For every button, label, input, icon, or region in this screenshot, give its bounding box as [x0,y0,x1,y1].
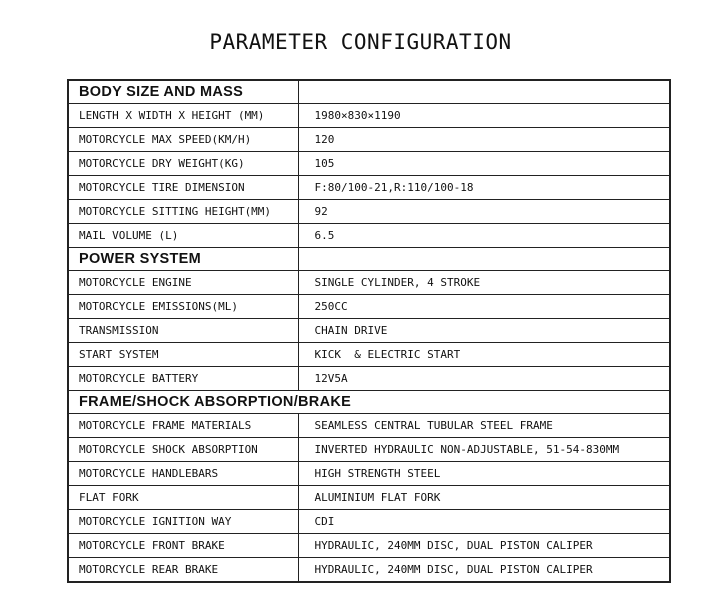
table-row [68,128,670,152]
row-value: SEAMLESS CENTRAL TUBULAR STEEL FRAME [298,414,670,438]
row-value: ALUMINIUM FLAT FORK [298,486,670,510]
row-label: MOTORCYCLE SITTING HEIGHT(MM) [68,200,298,224]
table-row [68,510,670,534]
table-row [68,462,670,486]
row-value: 6.5 [298,224,670,248]
row-value: 120 [298,128,670,152]
row-value: CHAIN DRIVE [298,319,670,343]
row-value: CDI [298,510,670,534]
table-row [68,152,670,176]
row-label: MOTORCYCLE TIRE DIMENSION [68,176,298,200]
row-label: MAIL VOLUME (L) [68,224,298,248]
row-label: MOTORCYCLE ENGINE [68,271,298,295]
row-label: MOTORCYCLE EMISSIONS(ML) [68,295,298,319]
row-label: MOTORCYCLE HANDLEBARS [68,462,298,486]
table-row [68,414,670,438]
section-header [68,248,670,271]
row-value: 250CC [298,295,670,319]
table-row [68,176,670,200]
section-heading: FRAME/SHOCK ABSORPTION/BRAKE [68,391,670,414]
row-label: MOTORCYCLE IGNITION WAY [68,510,298,534]
table-row [68,271,670,295]
table-row [68,104,670,128]
row-value: 105 [298,152,670,176]
table-row [68,558,670,583]
row-label: MOTORCYCLE FRAME MATERIALS [68,414,298,438]
table-row [68,438,670,462]
section-header [68,80,670,104]
row-value: HYDRAULIC, 240MM DISC, DUAL PISTON CALIPER [298,534,670,558]
section-heading-blank [298,80,670,104]
row-value: SINGLE CYLINDER, 4 STROKE [298,271,670,295]
row-value: HIGH STRENGTH STEEL [298,462,670,486]
table-row [68,343,670,367]
row-label: START SYSTEM [68,343,298,367]
row-value: F:80/100-21,R:110/100-18 [298,176,670,200]
row-label: MOTORCYCLE DRY WEIGHT(KG) [68,152,298,176]
row-label: LENGTH X WIDTH X HEIGHT (MM) [68,104,298,128]
row-value: KICK & ELECTRIC START [298,343,670,367]
table-row [68,367,670,391]
row-label: TRANSMISSION [68,319,298,343]
table-row [68,319,670,343]
section-heading-blank [298,248,670,271]
row-label: MOTORCYCLE BATTERY [68,367,298,391]
table-row [68,295,670,319]
row-label: MOTORCYCLE FRONT BRAKE [68,534,298,558]
table-row [68,200,670,224]
row-label: MOTORCYCLE REAR BRAKE [68,558,298,583]
table-row [68,534,670,558]
row-label: MOTORCYCLE SHOCK ABSORPTION [68,438,298,462]
row-value: 1980×830×1190 [298,104,670,128]
section-heading: POWER SYSTEM [68,248,298,271]
row-label: FLAT FORK [68,486,298,510]
page-title: PARAMETER CONFIGURATION [209,30,512,54]
parameter-table [67,79,671,583]
row-value: 92 [298,200,670,224]
section-heading: BODY SIZE AND MASS [68,80,298,104]
row-value: HYDRAULIC, 240MM DISC, DUAL PISTON CALIPER [298,558,670,583]
table-row [68,486,670,510]
section-header [68,391,670,414]
row-value: 12V5A [298,367,670,391]
table-row [68,224,670,248]
row-value: INVERTED HYDRAULIC NON-ADJUSTABLE, 51-54-830MM [298,438,670,462]
row-label: MOTORCYCLE MAX SPEED(KM/H) [68,128,298,152]
